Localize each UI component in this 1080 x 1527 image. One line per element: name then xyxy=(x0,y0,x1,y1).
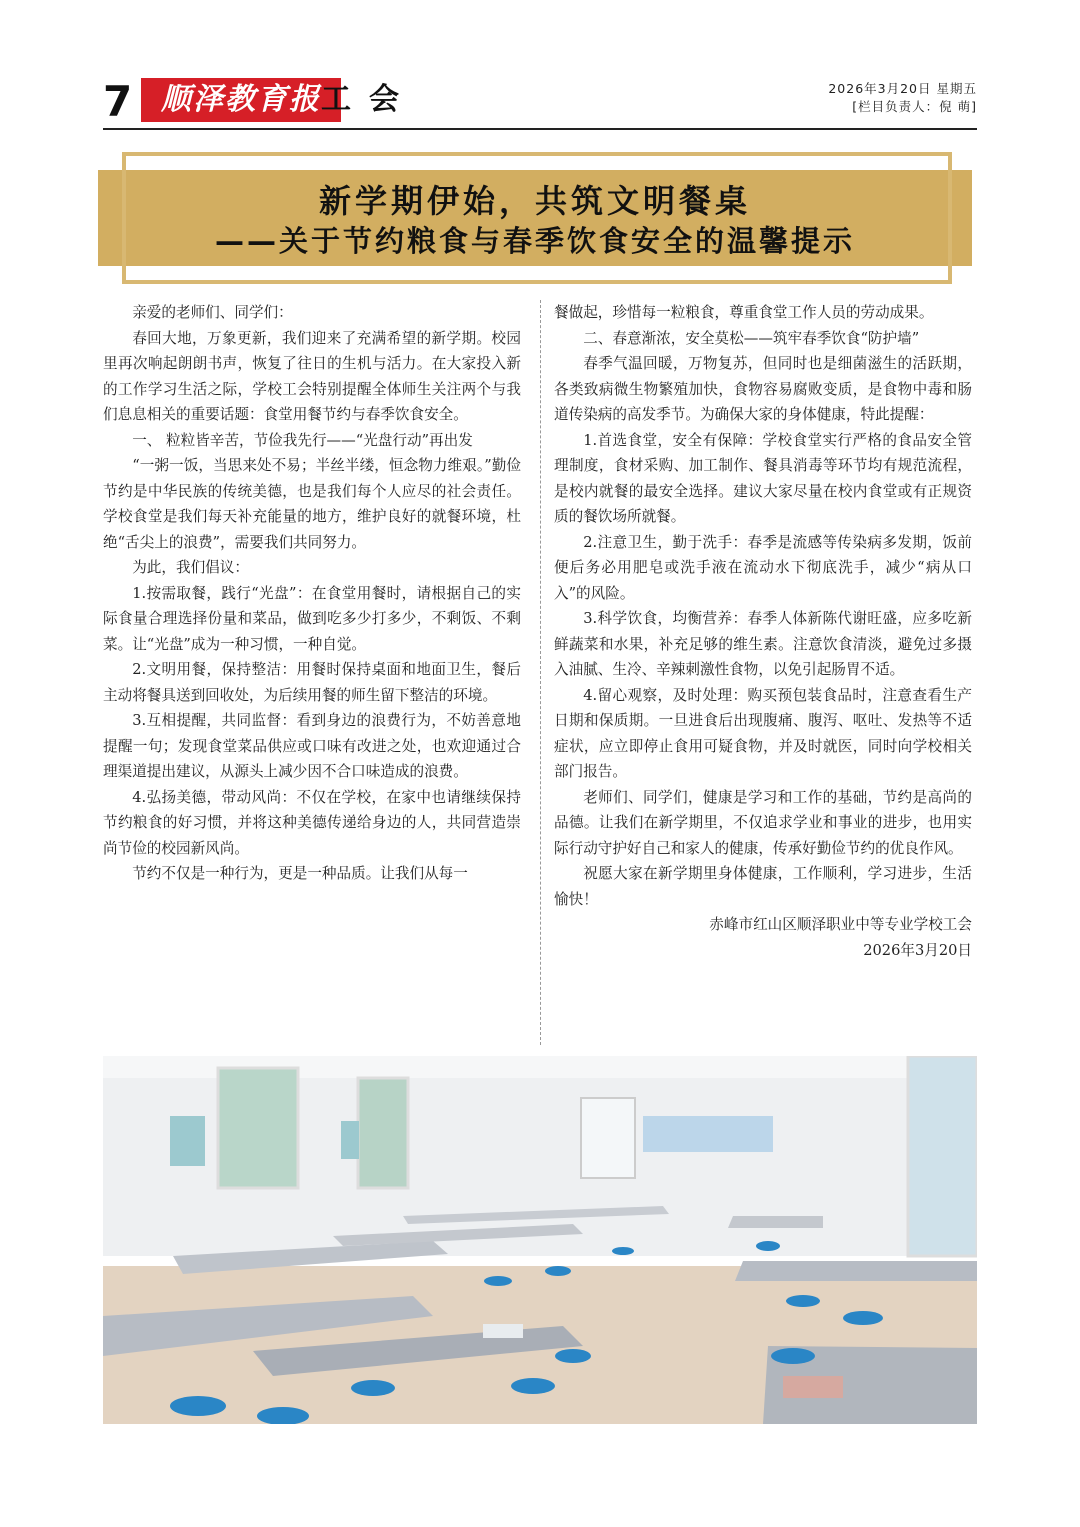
paragraph: 老师们、同学们，健康是学习和工作的基础，节约是高尚的品德。让我们在新学期里，不仅追求学业和事业的进步，也用实际行动守护好自己和家人的健康，传承好勤俭节约的优良作风。 xyxy=(554,788,972,857)
stool xyxy=(351,1380,395,1396)
section-heading: 二、春意渐浓，安全莫松——筑牢春季饮食“防护墙” xyxy=(583,329,920,347)
left-column xyxy=(103,300,521,887)
paragraph: 4.留心观察，及时处理：购买预包装食品时，注意查看生产日期和保质期。一旦进食后出现腹痛、腹泻、呕吐、发热等不适症状，应立即停止食用可疑食物，并及时就医，同时向学校相关部门报告。 xyxy=(554,686,972,780)
signature-org: 赤峰市红山区顺泽职业中等专业学校工会 xyxy=(709,916,972,933)
paragraph: 亲爱的老师们、同学们： xyxy=(132,304,293,321)
paragraph: 4.弘扬美德，带动风尚：不仅在学校，在家中也请继续保持节约粮食的好习惯，并将这种美德传递给身边的人，共同营造崇尚节俭的校园新风尚。 xyxy=(103,788,521,857)
stool xyxy=(771,1348,815,1364)
window-left-1 xyxy=(218,1068,298,1188)
signature-date: 2026年3月20日 xyxy=(863,941,972,959)
column-divider xyxy=(540,300,541,1045)
window-left-2 xyxy=(358,1078,408,1188)
stool xyxy=(555,1349,591,1363)
cloth-on-table xyxy=(483,1324,523,1338)
paragraph: 1.首选食堂，安全有保障：学校食堂实行严格的食品安全管理制度，食材采购、加工制作、餐具消毒等环节均有规范流程，是校内就餐的最安全选择。建议大家尽量在校内食堂或有正规资质的餐饮场所就餐。 xyxy=(554,431,972,525)
window-right xyxy=(908,1056,977,1256)
article-title: 新学期伊始，共筑文明餐桌 xyxy=(318,182,751,220)
paragraph: 祝愿大家在新学期里身体健康，工作顺利，学习进步，生活愉快！ xyxy=(554,865,972,908)
stool xyxy=(170,1396,226,1416)
header-rule xyxy=(103,128,977,130)
stool xyxy=(843,1311,883,1325)
page-header xyxy=(103,76,977,132)
newspaper-masthead: 顺泽教育报 xyxy=(141,78,341,122)
page-number: 7 xyxy=(103,77,133,126)
cafeteria-illustration xyxy=(103,1056,977,1424)
table xyxy=(735,1261,977,1281)
issue-info xyxy=(828,80,977,116)
wall-poster-1 xyxy=(170,1116,205,1166)
stool xyxy=(511,1378,555,1394)
paragraph: 3.科学饮食，均衡营养：春季人体新陈代谢旺盛，应多吃新鲜蔬菜和水果，补充足够的维生素。注意饮食清淡，避免过多摄入油腻、生冷、辛辣刺激性食物，以免引起肠胃不适。 xyxy=(554,610,972,678)
stool xyxy=(545,1266,571,1276)
paragraph: 3.互相提醒，共同监督：看到身边的浪费行为，不妨善意地提醒一句；发现食堂菜品供应或口味有改进之处，也欢迎通过合理渠道提出建议，从源头上减少因不合口味造成的浪费。 xyxy=(103,712,521,780)
paragraph: 餐做起，珍惜每一粒粮食，尊重食堂工作人员的劳动成果。 xyxy=(554,304,934,321)
article-subtitle: ——关于节约粮食与春季饮食安全的温馨提示 xyxy=(214,224,855,258)
window-back xyxy=(581,1098,635,1178)
stool xyxy=(756,1241,780,1251)
stool xyxy=(786,1295,820,1307)
issue-date: 2026年3月20日 星期五 xyxy=(828,81,977,96)
paragraph: “一粥一饭，当思来处不易；半丝半缕，恒念物力维艰。”勤俭节约是中华民族的传统美德，也是我们每个人应尽的社会责任。学校食堂是我们每天补充能量的地方，维护良好的就餐环境，杜绝“舌尖上的浪费”，需要我们共同努力。 xyxy=(103,457,521,551)
cloth-on-table xyxy=(783,1376,843,1398)
paragraph: 为此，我们倡议： xyxy=(132,559,249,576)
wall-poster-2 xyxy=(341,1121,359,1159)
paragraph: 节约不仅是一种行为，更是一种品质。让我们从每一 xyxy=(132,865,468,882)
paragraph: 春回大地，万象更新，我们迎来了充满希望的新学期。校园里再次响起朗朗书声，恢复了往日的生机与活力。在大家投入新的工作学习生活之际，学校工会特别提醒全体师生关注两个与我们息息相关的重要话题：食堂用餐节约与春季饮食安全。 xyxy=(103,329,521,423)
wall-notice-board xyxy=(643,1116,773,1152)
section-heading: 一、 粒粒皆辛苦，节俭我先行——“光盘行动”再出发 xyxy=(132,431,473,449)
paragraph: 春季气温回暖，万物复苏，但同时也是细菌滋生的活跃期，各类致病微生物繁殖加快，食物容易腐败变质，是食物中毒和肠道传染病的高发季节。为确保大家的身体健康，特此提醒： xyxy=(554,355,972,423)
column-editor: [栏目负责人：倪 萌] xyxy=(852,99,977,114)
cafeteria-photo xyxy=(103,1056,977,1424)
stool xyxy=(484,1276,512,1286)
paragraph: 2.注意卫生，勤于洗手：春季是流感等传染病多发期，饭前便后务必用肥皂或洗手液在流动水下彻底洗手，减少“病从口入”的风险。 xyxy=(554,533,972,602)
right-column xyxy=(554,300,972,963)
paragraph: 2.文明用餐，保持整洁：用餐时保持桌面和地面卫生，餐后主动将餐具送到回收处，为后续用餐的师生留下整洁的环境。 xyxy=(103,661,521,704)
stool xyxy=(612,1247,634,1255)
table xyxy=(728,1216,823,1228)
paragraph: 1.按需取餐，践行“光盘”：在食堂用餐时，请根据自己的实际食量合理选择份量和菜品，做到吃多少打多少，不剩饭、不剩菜。让“光盘”成为一种习惯，一种自觉。 xyxy=(103,584,521,653)
section-title: 工会 xyxy=(321,82,417,117)
